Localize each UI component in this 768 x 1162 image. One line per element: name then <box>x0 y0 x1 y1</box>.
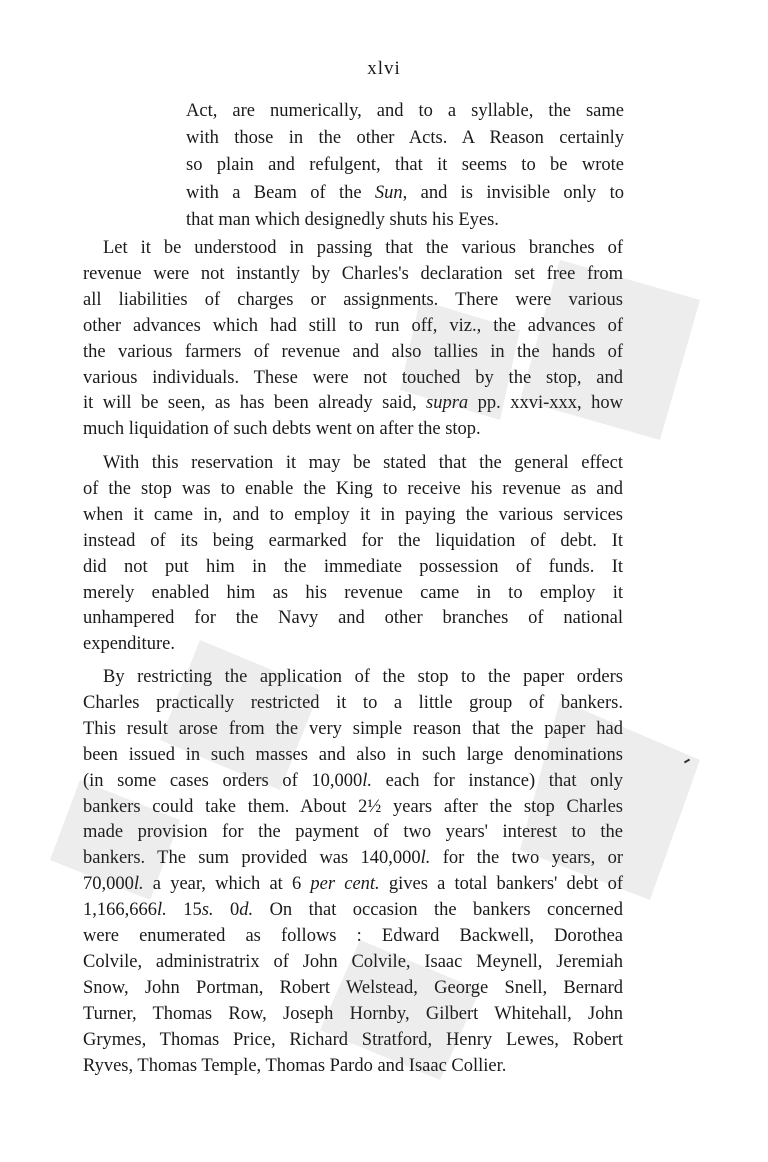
paragraph-line: all liabilities of charges or assignments. There were various <box>83 289 623 310</box>
paragraph-line: Grymes, Thomas Price, Richard Stratford, Henry Lewes, Robert <box>83 1029 623 1050</box>
quote-line: so plain and refulgent, that it seems to be wrote <box>186 155 624 176</box>
paragraph-line: 70,000l. a year, which at 6 per cent. gives a total bankers' debt of <box>83 874 623 895</box>
paragraph-line: did not put him in the immediate possession of funds. It <box>83 556 623 577</box>
paragraph-line: when it came in, and to employ it in paying the various services <box>83 504 623 525</box>
paragraph-line: Ryves, Thomas Temple, Thomas Pardo and Isaac Collier. <box>83 1055 507 1076</box>
stray-ink-mark <box>684 759 690 764</box>
paragraph-line: merely enabled him as his revenue came in to employ it <box>83 582 623 603</box>
paragraph-reservations <box>83 236 623 443</box>
paragraph-line: expenditure. <box>83 634 175 655</box>
paragraph-line: Snow, John Portman, Robert Welstead, George Snell, Bernard <box>83 977 623 998</box>
paragraph-bankers <box>83 665 623 1080</box>
paragraph-line: been issued in such masses and also in such large denominations <box>83 744 623 765</box>
paragraph-line: 1,166,666l. 15s. 0d. On that occasion the bankers concerned <box>83 900 624 921</box>
paragraph-line: revenue were not instantly by Charles's declaration set free from <box>83 263 623 284</box>
paragraph-line: Colvile, administratrix of John Colvile, Isaac Meynell, Jeremiah <box>83 951 623 972</box>
paragraph-line: other advances which had still to run off, viz., the advances of <box>83 315 623 336</box>
paragraph-line: much liquidation of such debts went on after the stop. <box>83 419 481 440</box>
paragraph-line: it will be seen, as has been already said, supra pp. xxvi-xxx, how <box>83 393 623 414</box>
paragraph-line: the various farmers of revenue and also tallies in the hands of <box>83 341 623 362</box>
quote-line: with a Beam of the Sun, and is invisible only to <box>186 182 624 203</box>
paragraph-line: bankers. The sum provided was 140,000l. for the two years, or <box>83 848 623 869</box>
paragraph-line: By restricting the application of the stop to the paper orders <box>103 667 623 687</box>
paragraph-line: bankers could take them. About 2½ years after the stop Charles <box>83 796 623 817</box>
block-quote <box>186 98 624 234</box>
paragraph-line: Turner, Thomas Row, Joseph Hornby, Gilbert Whitehall, John <box>83 1003 623 1024</box>
paragraph-line: (in some cases orders of 10,000l. each for instance) that only <box>83 770 623 791</box>
quote-line: with those in the other Acts. A Reason certainly <box>186 128 624 149</box>
paragraph-general-effect <box>83 451 623 658</box>
paragraph-line: This result arose from the very simple reason that the paper had <box>83 718 623 739</box>
paragraph-line: instead of its being earmarked for the liquidation of debt. It <box>83 530 623 551</box>
quote-line: that man which designedly shuts his Eyes. <box>186 209 499 230</box>
paragraph-line: With this reservation it may be stated that the general effect <box>103 453 623 473</box>
paragraph-line: were enumerated as follows : Edward Backwell, Dorothea <box>83 926 623 947</box>
quote-line: Act, are numerically, and to a syllable, the same <box>186 101 624 121</box>
paragraph-line: various individuals. These were not touched by the stop, and <box>83 367 623 388</box>
paragraph-line: of the stop was to enable the King to receive his revenue as and <box>83 478 623 499</box>
page-number: xlvi <box>367 58 401 79</box>
paragraph-line: unhampered for the Navy and other branches of national <box>83 608 623 629</box>
paragraph-line: Let it be understood in passing that the various branches of <box>103 238 623 258</box>
paragraph-line: made provision for the payment of two years' interest to the <box>83 822 623 843</box>
paragraph-line: Charles practically restricted it to a little group of bankers. <box>83 692 623 713</box>
